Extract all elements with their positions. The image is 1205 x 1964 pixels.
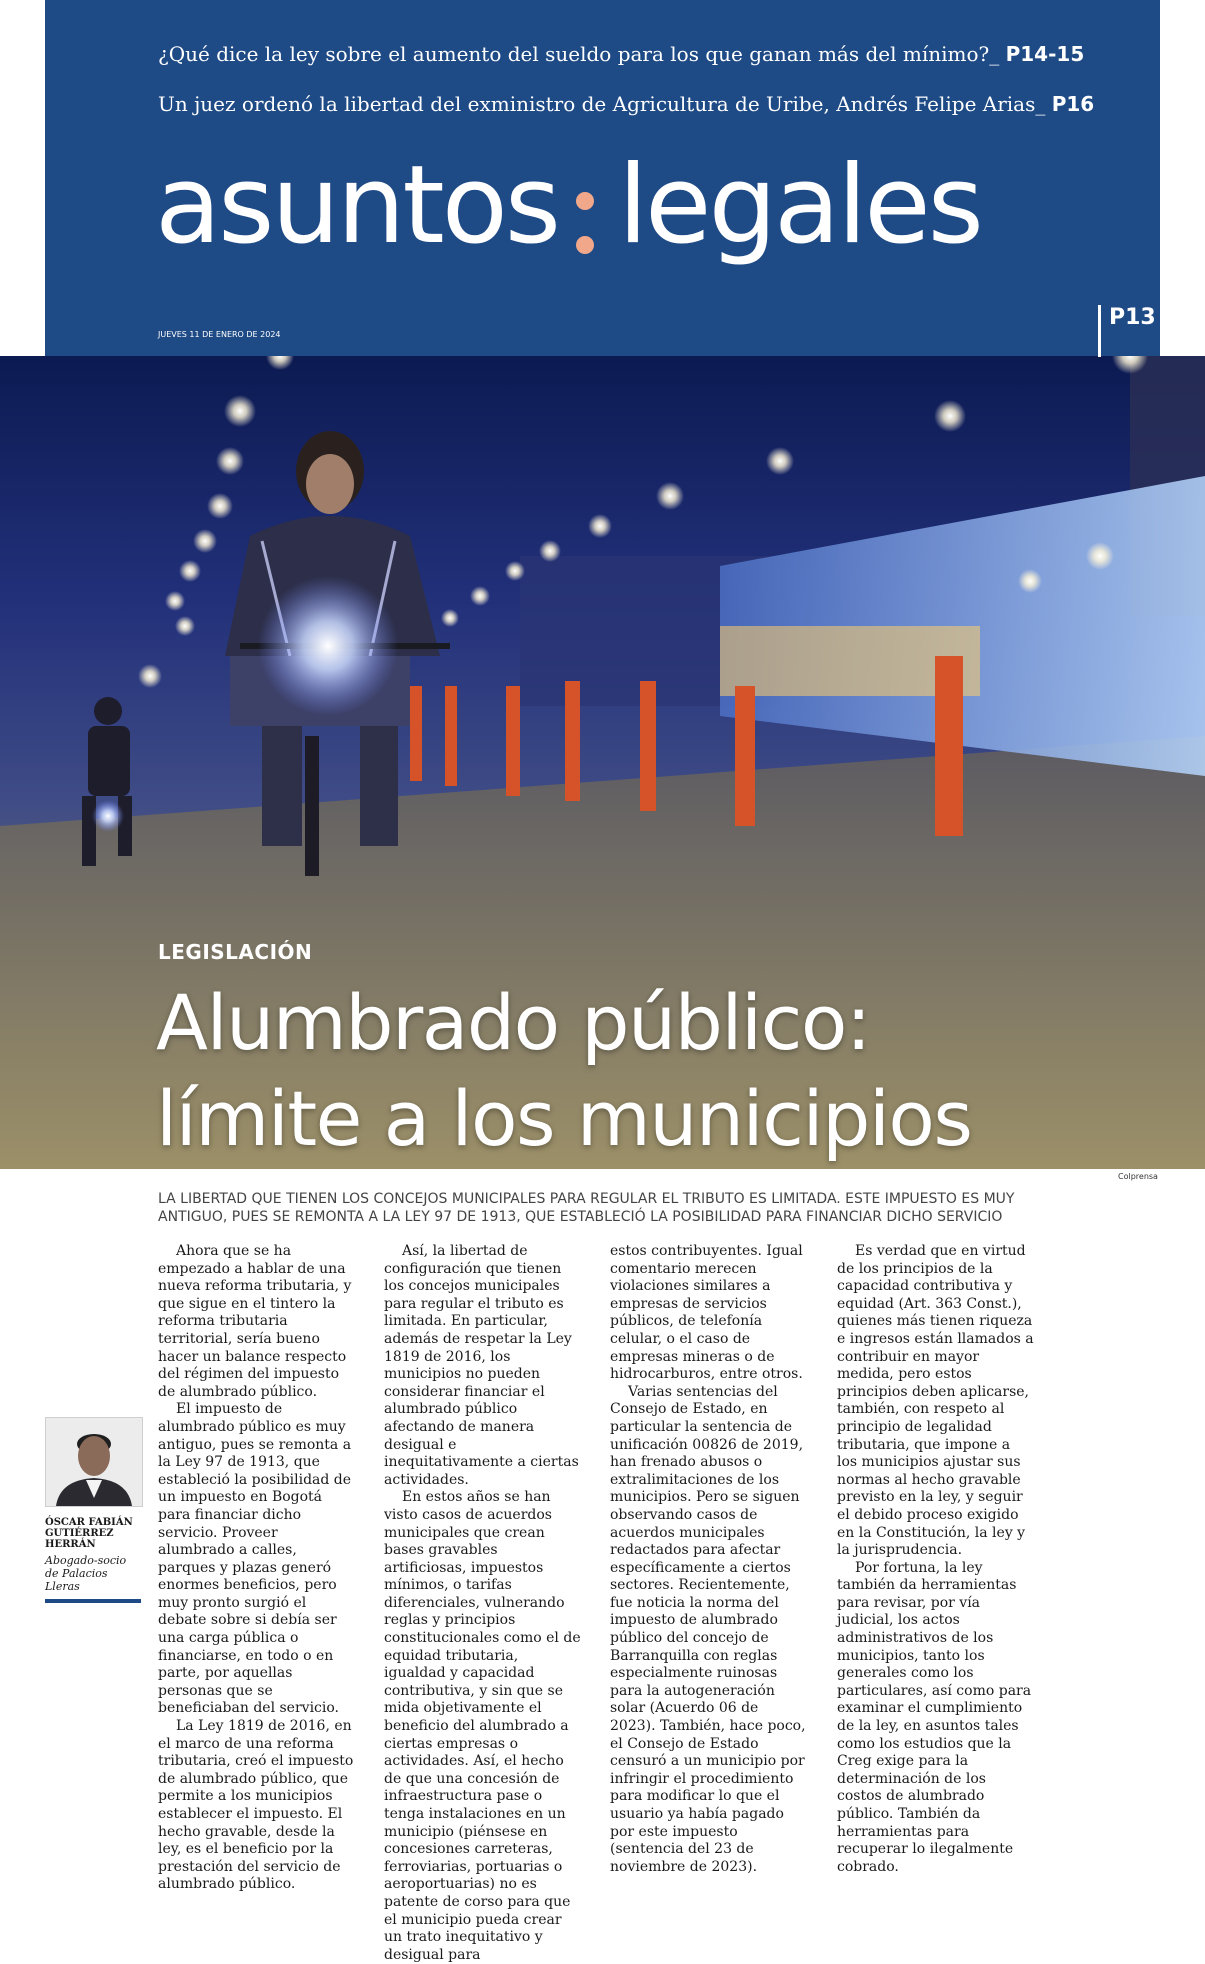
article-deck: LA LIBERTAD QUE TIENEN LOS CONCEJOS MUNICIPALES PARA REGULAR EL TRIBUTO ES LIMITADA. ESTE IMPUESTO ES MUY ANTIGUO, PUES SE REMONTA A LA LEY 97 DE 1913, QUE ESTABLECIÓ LA POSIBILIDAD PARA FINANCIAR DICHO SERVICIO	[158, 1191, 1015, 1225]
body-column-3	[610, 1243, 807, 1876]
headline-line-1: Alumbrado público:	[156, 978, 871, 1067]
author-name: ÓSCAR FABIÁN GUTIÉRREZ HERRÁN	[45, 1517, 133, 1550]
paragraph: Así, la libertad de configuración que tienen los concejos municipales para regular el tributo es limitada. En particular, además de respetar la Ley 1819 de 2016, los municipios no pueden considerar financiar el alumbrado público afectando de manera desigual e inequitativamente a ciertas actividades.	[384, 1243, 579, 1488]
logo-word-right: legales	[618, 143, 981, 268]
teaser-1-text: ¿Qué dice la ley sobre el aumento del sueldo para los que ganan más del mínimo?_	[158, 42, 1000, 66]
teaser-1-page: P14-15	[1005, 42, 1085, 66]
headline-line-2: límite a los municipios	[156, 1074, 972, 1163]
teaser-2-page: P16	[1051, 92, 1095, 116]
paragraph: En estos años se han visto casos de acuerdos municipales que crean bases gravables artificiosas, impuestos mínimos, o tarifas diferenciales, vulnerando reglas y principios constitucionales como el de equidad tributaria, igualdad y capacidad contributiva, y sin que se mida objetivamente el beneficio del alumbrado a ciertas empresas o actividades. Así, el hecho de que una concesión de infraestructura pase o tenga instalaciones en un municipio (piénsese en concesiones carreteras, ferroviarias, portuarias o aeroportuarias) no es patente de corso para que el municipio pueda crear un trato inequitativo y desigual para	[384, 1489, 581, 1963]
author-rule	[45, 1599, 141, 1603]
teaser-1[interactable]	[158, 42, 1084, 66]
paragraph: Por fortuna, la ley también da herramientas para revisar, por vía judicial, los actos administrativos de los municipios, tanto los generales como los particulares, así como para examinar el cumplimiento de la ley, en asuntos tales como los estudios que la Creg exige para la determinación de los costos de alumbrado público. También da herramientas para recuperar lo ilegalmente cobrado.	[837, 1559, 1032, 1875]
body-column-2	[384, 1243, 581, 1964]
section-label: LEGISLACIÓN	[158, 940, 313, 964]
teaser-2-text: Un juez ordenó la libertad del exministro de Agricultura de Uribe, Andrés Felipe Arias_	[158, 92, 1046, 116]
logo-word-left: asuntos	[155, 143, 559, 268]
paragraph: Varias sentencias del Consejo de Estado, en particular la sentencia de unificación 00826 de 2019, han frenado abusos o extralimitaciones de los municipios. Pero se siguen observando casos de acuerdos municipales redactados para afectar específicamente a ciertos sectores. Recientemente, fue noticia la norma del impuesto de alumbrado público del concejo de Barranquilla con reglas especialmente ruinosas para la autogeneración solar (Acuerdo 06 de 2023). También, hace poco, el Consejo de Estado censuró a un municipio por infringir el procedimiento para modificar lo que el usuario ya había pagado por este impuesto (sentencia del 23 de noviembre de 2023).	[610, 1383, 806, 1875]
body-column-1	[158, 1243, 355, 1894]
photo-credit: Colprensa	[1118, 1172, 1158, 1181]
headline	[156, 975, 972, 1167]
logo-colon-icon	[564, 150, 604, 250]
author-portrait-icon	[46, 1418, 142, 1506]
paragraph: estos contribuyentes. Igual comentario merecen violaciones similares a empresas de servicios públicos, de telefonía celular, o el caso de empresas mineras o de hidrocarburos, entre otros.	[610, 1243, 803, 1383]
teaser-2[interactable]	[158, 92, 1094, 116]
paragraph: Es verdad que en virtud de los principios de la capacidad contributiva y equidad (Art. 363 Const.), quienes más tienen riqueza e ingresos están llamados a contribuir en mayor medida, pero estos principios deben aplicarse, también, con respeto al principio de legalidad tributaria, que impone a los municipios ajustar sus normas al hecho gravable previsto en la ley, y seguir el debido proceso exigido en la Constitución, la ley y la jurisprudencia.	[837, 1243, 1034, 1559]
author-photo	[45, 1417, 143, 1507]
page-number: P13	[1098, 305, 1156, 357]
paragraph: El impuesto de alumbrado público es muy antiguo, pues se remonta a la Ley 97 de 1913, que estableció la posibilidad de un impuesto en Bogotá para financiar dicho servicio. Proveer alumbrado a calles, parques y plazas generó enormes beneficios, pero muy pronto surgió el debate sobre si debía ser una carga pública o financiarse, en todo o en parte, por aquellas personas que se beneficiaban del servicio.	[158, 1401, 352, 1717]
author-box	[45, 1417, 141, 1603]
author-role: Abogado-socio de Palacios Lleras	[45, 1554, 127, 1593]
publication-logo	[155, 143, 981, 268]
masthead	[45, 0, 1160, 356]
paragraph: La Ley 1819 de 2016, en el marco de una reforma tributaria, creó el impuesto de alumbrado público, que permite a los municipios establecer el impuesto. El hecho gravable, desde la ley, es el beneficio por la prestación del servicio de alumbrado público.	[158, 1718, 354, 1893]
body-column-4	[837, 1243, 1034, 1876]
paragraph: Ahora que se ha empezado a hablar de una nueva reforma tributaria, y que sigue en el tintero la reforma tributaria territorial, sería bueno hacer un balance respecto del régimen del impuesto de alumbrado público.	[158, 1243, 352, 1400]
issue-date: JUEVES 11 DE ENERO DE 2024	[158, 330, 281, 339]
